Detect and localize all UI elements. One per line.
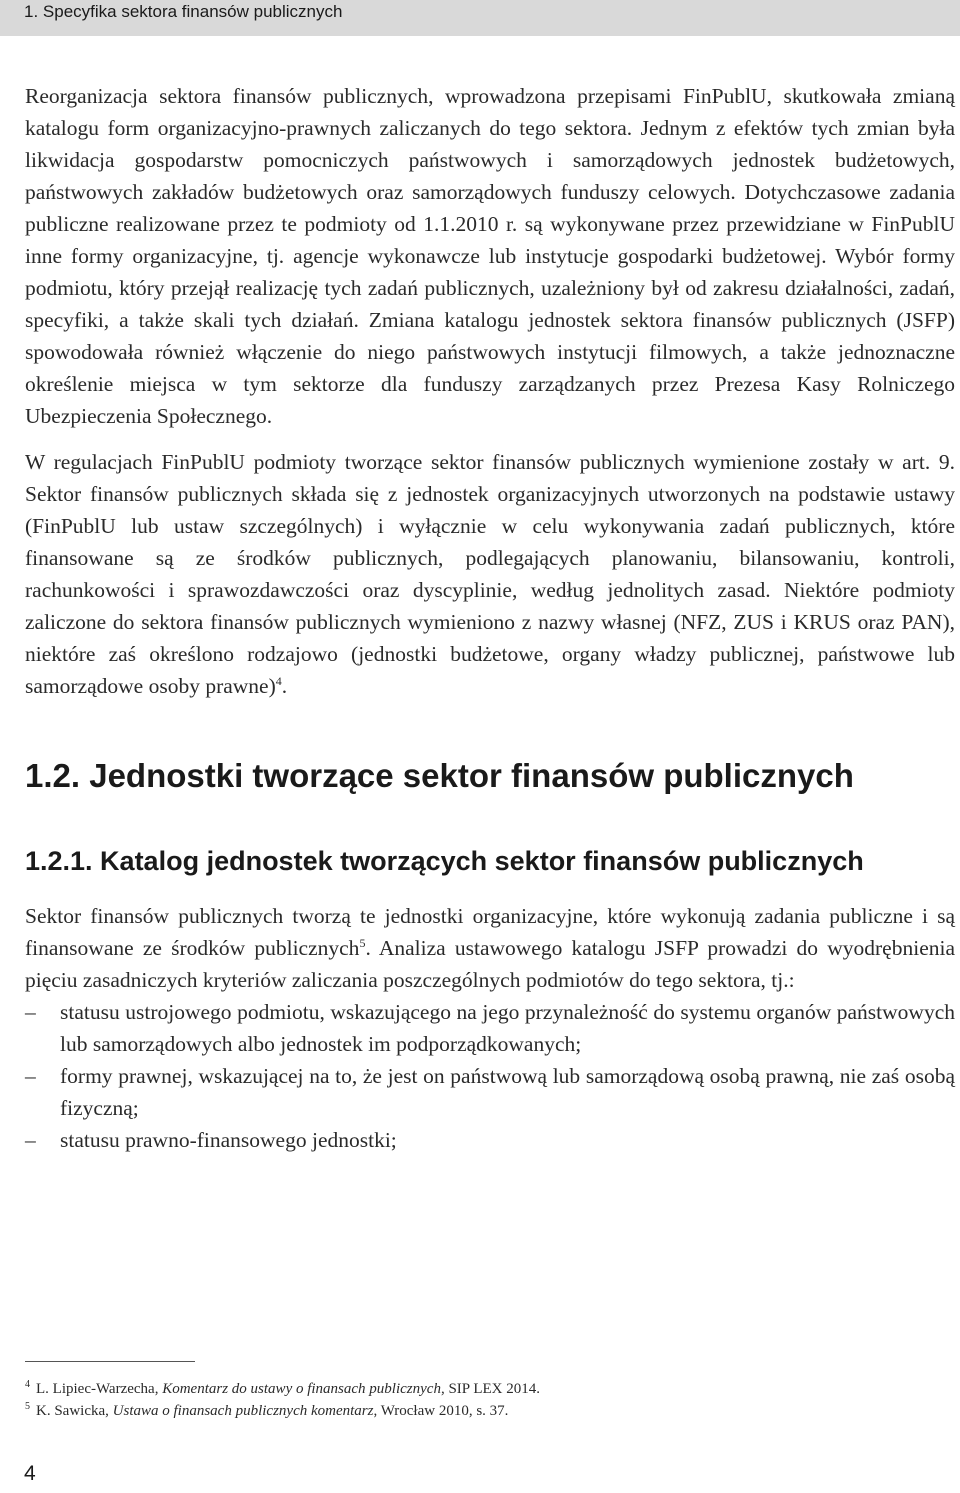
footnotes: [25, 1378, 925, 1422]
dash-bullet: –: [25, 1128, 36, 1152]
page-number: 4: [24, 1462, 36, 1485]
dash-bullet: –: [25, 1000, 36, 1024]
paragraph-sector-definition-rest: . Analiza ustawowego katalogu JSFP prowadzi do wyodrębnienia pięciu zasadniczych kryteriów zaliczania poszczególnych podmiotów do tego sektora, tj.:: [25, 936, 955, 992]
footnote-ref-5[interactable]: 5: [359, 936, 366, 950]
footnote-4: [25, 1378, 925, 1400]
footnote-divider: [25, 1361, 195, 1362]
criteria-list: [25, 996, 955, 1156]
footnote-number: 4: [25, 1379, 30, 1390]
footnote-5: [25, 1400, 925, 1422]
footnote-title: Ustawa o finansach publicznych komentarz: [112, 1403, 374, 1419]
list-item: [25, 996, 955, 1060]
running-title: 1. Specyfika sektora finansów publicznych: [24, 2, 343, 21]
section-heading: 1.2. Jednostki tworzące sektor finansów publicznych: [25, 757, 854, 794]
list-item: [25, 1124, 955, 1156]
footnote-source: , SIP LEX 2014.: [440, 1381, 540, 1397]
footnote-author: L. Lipiec-Warzecha,: [36, 1381, 163, 1397]
list-item-text: formy prawnej, wskazującej na to, że jest on państwową lub samorządową osobą prawną, nie zaś osobą fizyczną;: [60, 1064, 955, 1120]
list-item-text: statusu ustrojowego podmiotu, wskazującego na jego przynależność do systemu organów państwowych lub samorządowych albo jednostek im podporządkowanych;: [60, 1000, 955, 1056]
dash-bullet: –: [25, 1064, 36, 1088]
paragraph-reorganization: Reorganizacja sektora finansów publicznych, wprowadzona przepisami FinPublU, skutkowała zmianą katalogu form organizacyjno-prawnych zaliczanych do tego sektora. Jednym z efektów tych zmian była likwidacja gospodarstw pomocniczych państwowych i samorządowych jednostek budżetowych, państwowych zakładów budżetowych oraz samorządowych funduszy celowych. Dotychczasowe zadania publiczne realizowane przez te podmioty od 1.1.2010 r. są wykonywane przez przewidziane w FinPublU inne formy organizacyjne, tj. agencje wykonawcze lub instytucje gospodarki budżetowej. Wybór formy podmiotu, który przejął realizację tych zadań publicznych, uzależniony był od zakresu działalności, zadań, specyfiki, a także skali tych działań. Zmiana katalogu jednostek sektora finansów publicznych (JSFP) spowodowała również włączenie do niego państwowych instytucji filmowych, a także jednoznaczne określenie miejsca w tym sektorze dla funduszy zarządzanych przez Prezesa Kasy Rolniczego Ubezpieczenia Społecznego.: [25, 84, 955, 428]
list-item: [25, 1060, 955, 1124]
list-item-text: statusu prawno-finansowego jednostki;: [60, 1128, 397, 1152]
paragraph-regulations: [25, 446, 955, 702]
paragraph-sector-definition: [25, 900, 955, 996]
paragraph-sector-definition-text: Sektor finansów publicznych tworzą te jednostki organizacyjne, które wykonują zadania publiczne i są finansowane ze środków publicznych: [25, 904, 955, 960]
paragraph-regulations-text: W regulacjach FinPublU podmioty tworzące sektor finansów publicznych wymienione zostały w art. 9. Sektor finansów publicznych składa się z jednostek organizacyjnych utworzonych na podstawie ustawy (FinPublU lub ustaw szczególnych) i wyłącznie w celu wykonywania zadań publicznych, które finansowane są ze środków publicznych, podlegających planowaniu, bilansowaniu, kontroli, rachunkowości i sprawozdawczości oraz dyscyplinie, według jednolitych zasad. Niektóre podmioty zaliczone do sektora finansów publicznych wymieniono z nazwy własnej (NFZ, ZUS i KRUS oraz PAN), niektóre zaś określono rodzajowo (jednostki budżetowe, organy władzy publicznej, państwowe lub samorządowe osoby prawne): [25, 450, 955, 698]
footnote-author: K. Sawicka,: [36, 1403, 113, 1419]
footnote-source: , Wrocław 2010, s. 37.: [373, 1403, 509, 1419]
subsection-heading: 1.2.1. Katalog jednostek tworzących sektor finansów publicznych: [25, 846, 864, 876]
page-content: [25, 80, 955, 1156]
footnote-title: Komentarz do ustawy o finansach publicznych: [162, 1381, 441, 1397]
running-header: [0, 0, 960, 36]
footnote-number: 5: [25, 1401, 30, 1412]
paragraph-regulations-end: .: [281, 674, 288, 698]
footnote-ref-4[interactable]: 4: [275, 674, 282, 688]
